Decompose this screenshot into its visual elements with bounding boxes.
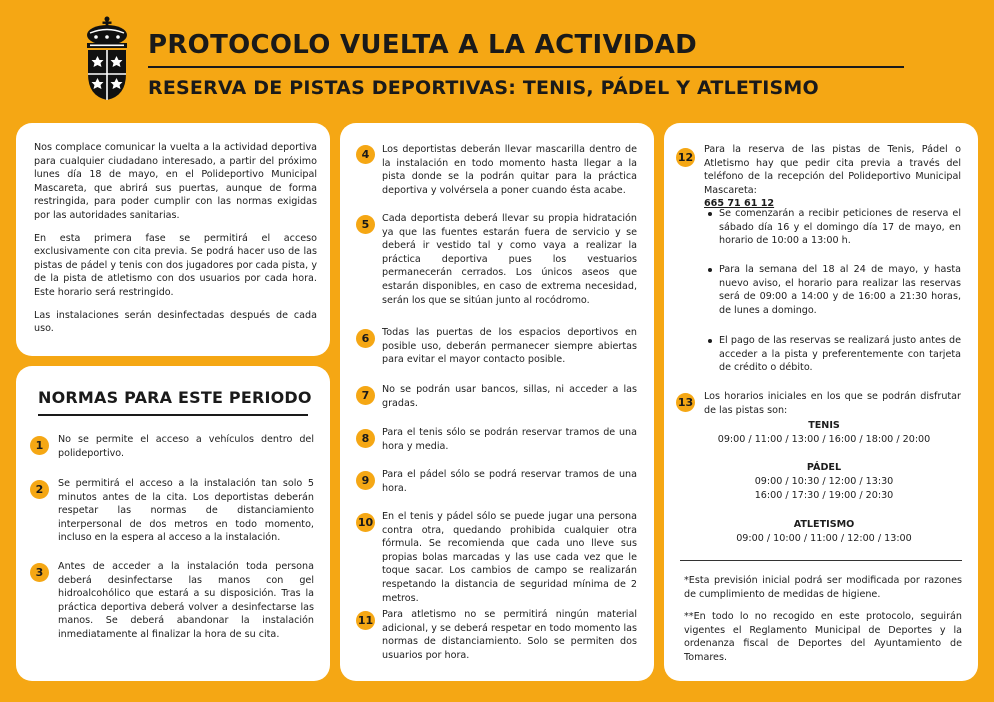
rule-text: No se permite el acceso a vehículos dentro del polideportivo. — [58, 434, 314, 459]
booking-bullet — [708, 334, 961, 375]
rule-number-badge: 7 — [356, 386, 375, 405]
coat-of-arms-logo — [82, 16, 132, 102]
booking-bullet — [708, 207, 961, 248]
rules-heading-divider — [38, 414, 308, 416]
intro-paragraph: En esta primera fase se permitirá el acceso exclusivamente con cita previa. Se podrá hacer uso de las pistas de pádel y tenis con dos jugadores por cada pista, y de la pista de atletismo con dos usuarios por cada hora. Este horario será restringido. — [34, 232, 317, 298]
rule-text: Para el tenis sólo se podrán reservar tramos de una hora y media. — [382, 427, 637, 452]
schedule-line: 09:00 / 10:30 / 12:00 / 13:30 — [754, 476, 894, 487]
bullet-dot — [708, 339, 712, 343]
rule-number-badge: 4 — [356, 145, 375, 164]
rule-number-badge: 11 — [356, 611, 375, 630]
rule-item — [382, 143, 637, 197]
intro-card — [16, 123, 330, 356]
schedule-line: 09:00 / 10:00 / 11:00 / 12:00 / 13:00 — [736, 533, 912, 544]
bullet-dot — [708, 212, 712, 216]
rule-text: Para la reserva de las pistas de Tenis, Pádel o Atletismo hay que pedir cita previa a través del teléfono de la recepción del Polideportivo Municipal Mascareta: — [704, 144, 961, 196]
rule-text: Todas las puertas de los espacios deportivos en posible uso, deberán permanecer siempre abiertas para evitar el mayor contacto posible. — [382, 327, 637, 366]
booking-bullet-text: El pago de las reservas se realizará justo antes de acceder a la pista y preferentemente con tarjeta de crédito o débito. — [719, 335, 961, 374]
intro-paragraph: Nos complace comunicar la vuelta a la actividad deportiva para cualquier ciudadano interesado, a partir del próximo lunes día 18 de mayo, en el Polideportivo Municipal Mascareta, que abrirá sus puertas, aunque de forma restringida, para poder cumplir con las normas exigidas por las autoridades sanitarias. — [34, 142, 317, 221]
rule-text: No se podrán usar bancos, sillas, ni acceder a las gradas. — [382, 384, 637, 409]
title-divider — [148, 66, 904, 68]
rule-text: En el tenis y pádel sólo se puede jugar una persona contra otra, quedando prohibida cualquier otra fórmula. Se recomienda que cada uno lleve sus propias bolas marcadas y las use cada vez que le toque sacar. Los cambios de campo se realizarán respetando la distancia de seguridad mínima de 2 metros. — [382, 511, 637, 604]
rule-item — [58, 560, 314, 642]
rule-text: Se permitirá el acceso a la instalación tan solo 5 minutos antes de la cita. Los deportistas deberán respetar las normas de distanciamiento interpersonal de dos metros en todo momento, incluso en la espera al acceso a la instalación. — [58, 478, 314, 544]
footnote-text: *Esta previsión inicial podrá ser modificada por razones de cumplimiento de medidas de higiene. — [684, 575, 962, 600]
intro-paragraph: Las instalaciones serán desinfectadas después de cada uso. — [34, 309, 317, 335]
rule-item — [58, 433, 314, 460]
booking-bullet — [708, 263, 961, 317]
rule-item — [382, 426, 637, 453]
rule-text: Antes de acceder a la instalación toda persona deberá desinfectarse las manos con gel hidroalcohólico que estará a su disposición. Tras la práctica deportiva deberá volver a desinfectarse las manos. Se deberá abandonar la instalación inmediatamente al finalizar la hora de su cita. — [58, 561, 314, 640]
rule-number-badge: 10 — [356, 513, 375, 532]
schedule-label-tenis: TENIS — [808, 420, 840, 431]
booking-bullet-text: Se comenzarán a recibir peticiones de reserva el sábado día 16 y el domingo día 17 de mayo, en horario de 10:00 a 13:00 h. — [719, 208, 961, 247]
page-title: PROTOCOLO VUELTA A LA ACTIVIDAD — [148, 30, 698, 60]
rule-number-badge: 12 — [676, 148, 695, 167]
rule-number-badge: 5 — [356, 215, 375, 234]
rule-item — [382, 326, 637, 367]
bullet-dot — [708, 268, 712, 272]
schedule-line: 09:00 / 11:00 / 13:00 / 16:00 / 18:00 / 20:00 — [717, 434, 931, 445]
booking-bullet-text: Para la semana del 18 al 24 de mayo, y hasta nuevo aviso, el horario para realizar las reservas será de 09:00 a 14:00 y de 16:00 a 21:30 horas, de lunes a domingo. — [719, 264, 961, 316]
notes-divider — [680, 560, 962, 561]
rule-number-badge: 8 — [356, 429, 375, 448]
footnote — [684, 610, 962, 664]
rule-item — [382, 510, 637, 605]
schedule-label-atletismo: ATLETISMO — [793, 519, 855, 530]
booking-card — [664, 123, 978, 681]
phone-number: 665 71 61 12 — [704, 198, 775, 210]
rule-item — [382, 608, 637, 662]
rule-number-badge: 1 — [30, 436, 49, 455]
rule-number-badge: 6 — [356, 329, 375, 348]
rule-item — [382, 212, 637, 307]
rule-number-badge: 3 — [30, 563, 49, 582]
rules-card-middle — [340, 123, 654, 681]
rule-item — [382, 468, 637, 495]
rule-text: Para el pádel sólo se podrá reservar tramos de una hora. — [382, 469, 637, 494]
footnote — [684, 574, 962, 601]
rule-text: Los deportistas deberán llevar mascarilla dentro de la instalación en todo momento hasta llegar a la pista donde se la podrán quitar para la práctica deportiva y volvérsela a poner cuando ésta acabe. — [382, 144, 637, 196]
rule-item — [704, 143, 961, 211]
footnote-text: **En todo lo no recogido en este protocolo, seguirán vigentes el Reglamento Municipal de Deportes y la ordenanza fiscal de Deportes del Ayuntamiento de Tomares. — [684, 611, 962, 663]
rule-number-badge: 13 — [676, 393, 695, 412]
rule-text: Los horarios iniciales en los que se podrán disfrutar de las pistas son: — [704, 391, 961, 416]
rule-text: Para atletismo no se permitirá ningún material adicional, y se deberá respetar en todo momento las normas de distanciamiento. Solo se permiten dos usuarios por hora. — [382, 609, 637, 661]
rule-number-badge: 9 — [356, 471, 375, 490]
schedule-line: 16:00 / 17:30 / 19:00 / 20:30 — [754, 490, 894, 501]
rules-heading: NORMAS PARA ESTE PERIODO — [38, 388, 312, 407]
rule-number-badge: 2 — [30, 480, 49, 499]
rule-text: Cada deportista deberá llevar su propia hidratación ya que las fuentes estarán fuera de servicio y se deberá ir vestido tal y como vaya a realizar la práctica deportiva pues los vestuarios permanecerán cerrados. Los únicos aseos que estarán disponibles, en caso de extrema necesidad, serán los que se sitúan junto al rocódromo. — [382, 213, 637, 306]
page-subtitle: RESERVA DE PISTAS DEPORTIVAS: TENIS, PÁDEL Y ATLETISMO — [148, 77, 819, 99]
rule-item — [382, 383, 637, 410]
rule-item — [704, 390, 961, 417]
rules-card — [16, 366, 330, 681]
schedule-label-padel: PÁDEL — [806, 462, 842, 473]
rule-item — [58, 477, 314, 545]
